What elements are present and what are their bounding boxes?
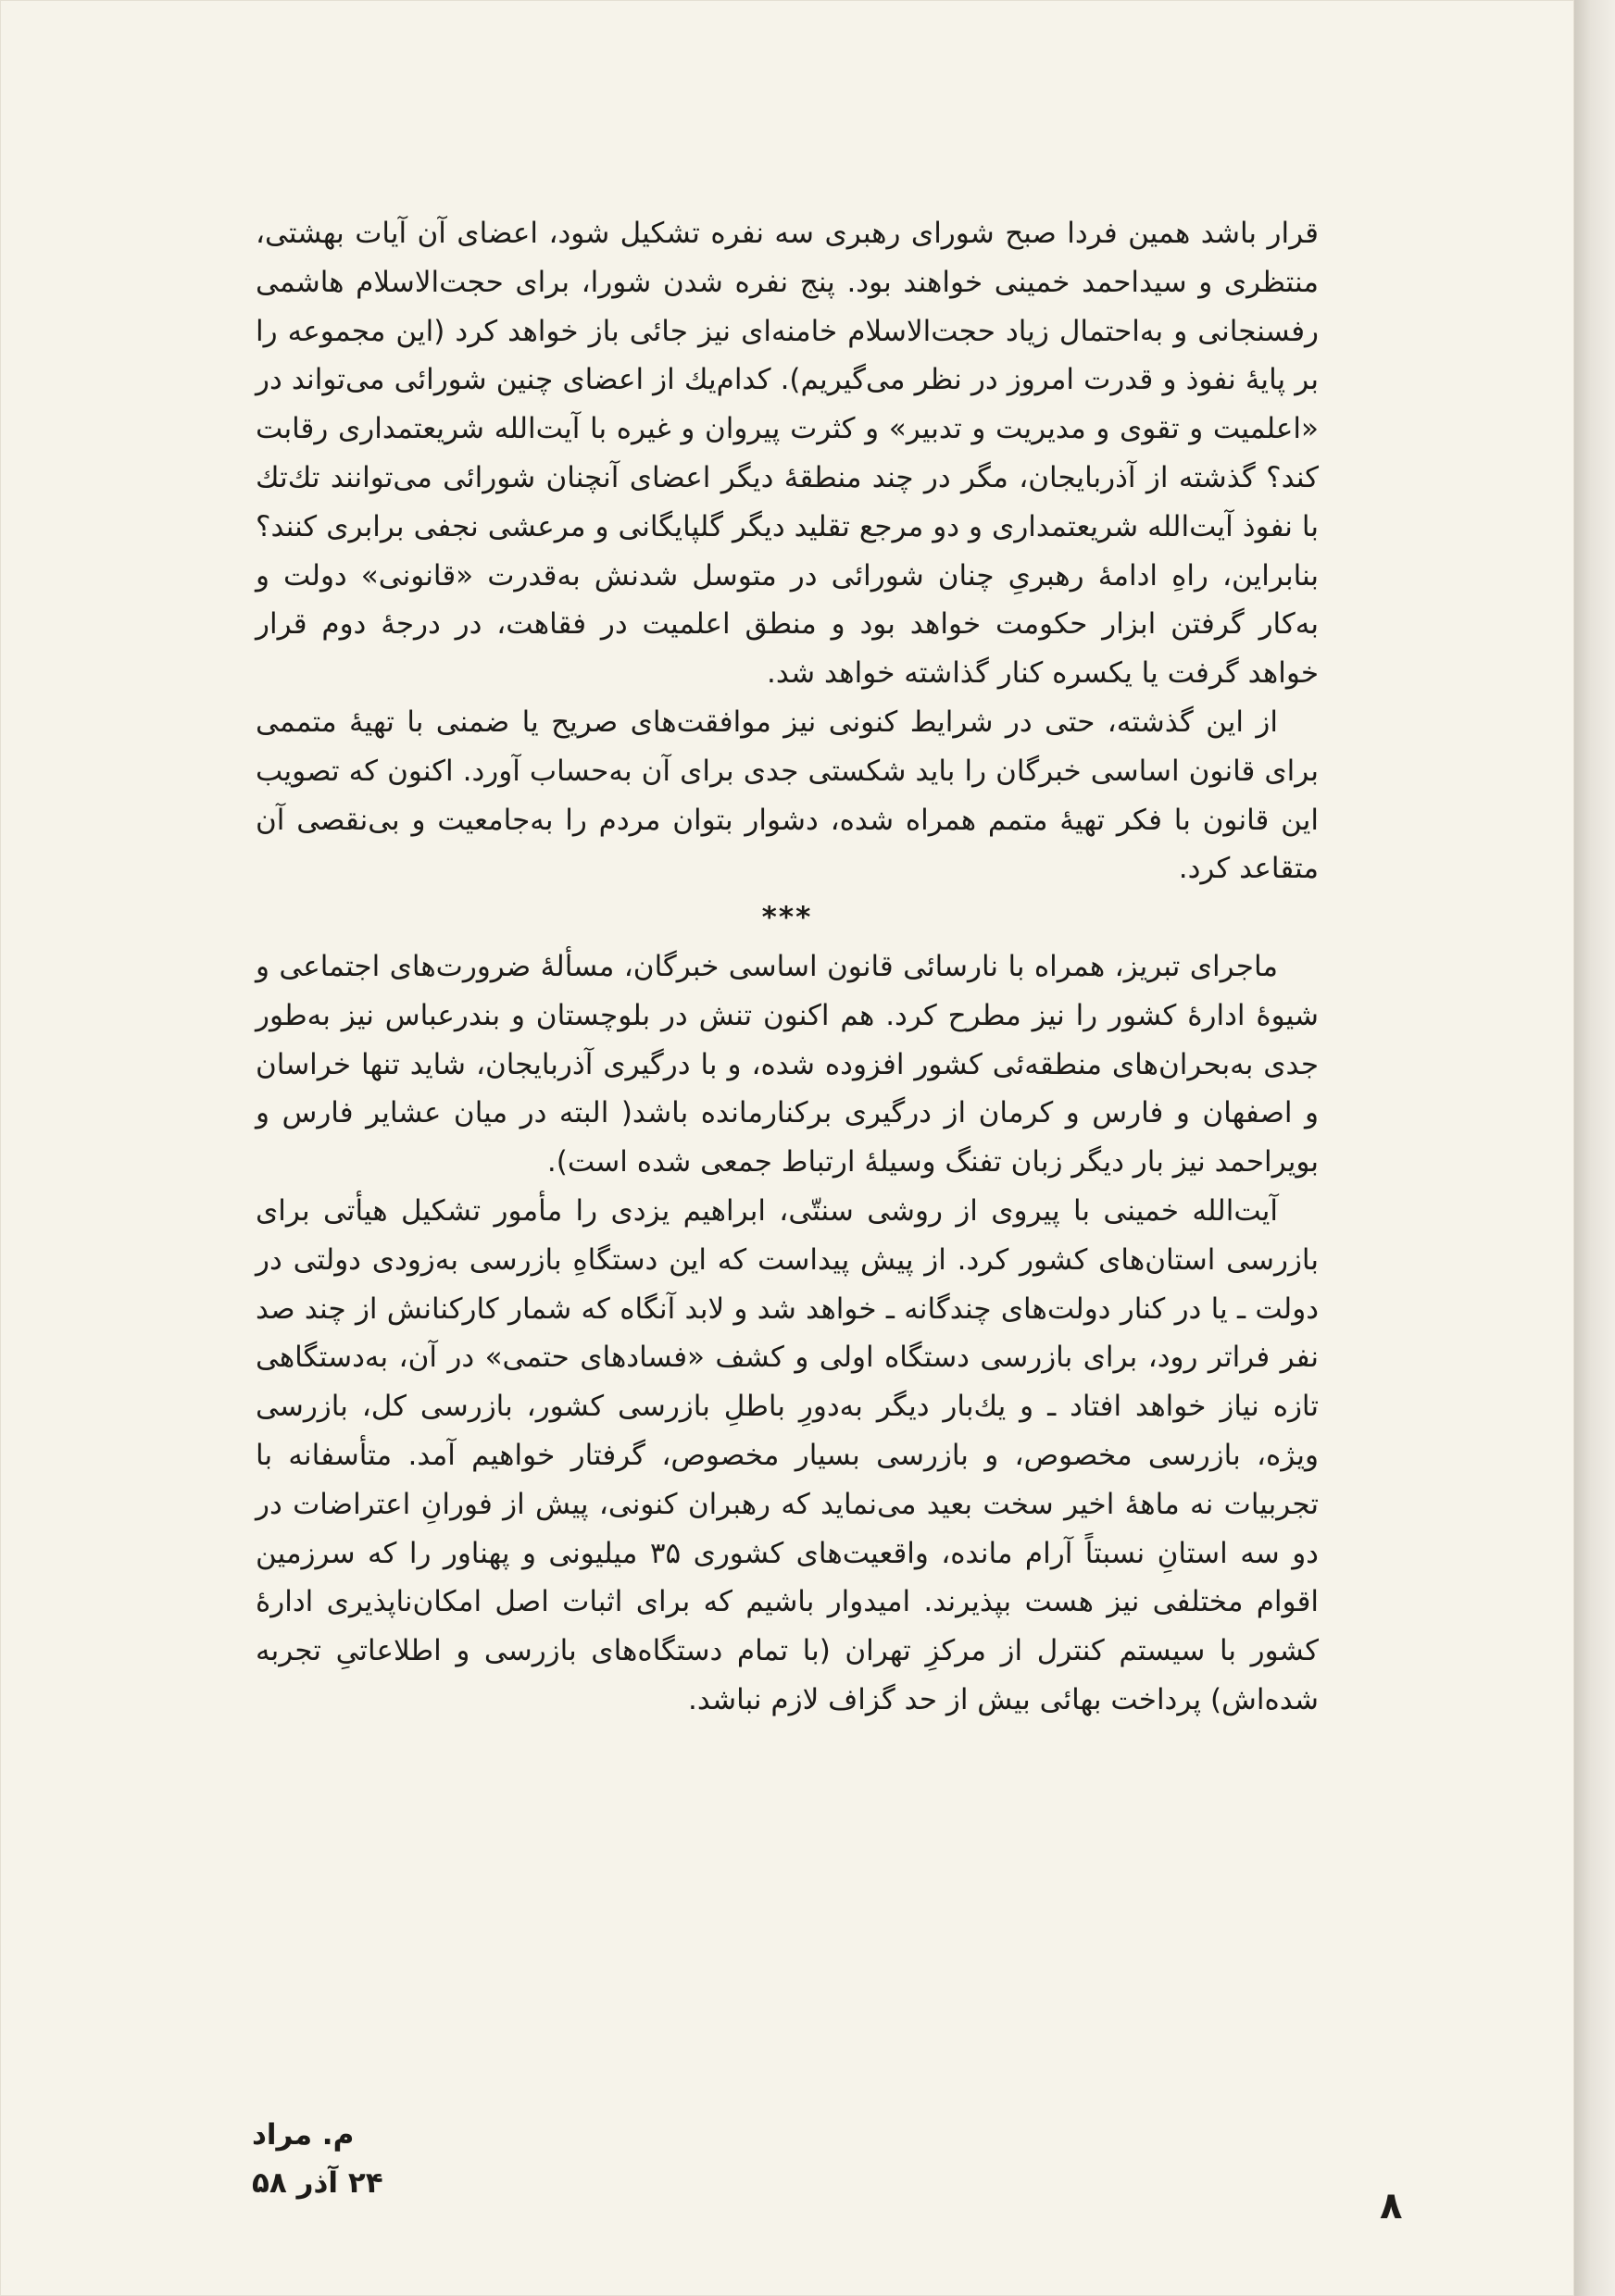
- signature-block: [252, 2111, 383, 2207]
- article-date: ۲۴ آذر ۵۸: [252, 2166, 383, 2200]
- author-name: م. مراد: [252, 2118, 355, 2152]
- page-edge: [1574, 0, 1615, 2296]
- paragraph-inspection-body: آیت‌الله خمینی با پیروی از روشی سنتّی، ابراهیم یزدی را مأمور تشکیل هیأتی برای بازرسی استان‌های کشور کرد. از پیش پیداست که این دستگاهِ بازرسی به‌زودی دولتی در دولت ـ یا در کنار دولت‌های چندگانه ـ خواهد شد و لابد آنگاه که شمار کارکنانش از چند صد نفر فراتر رود، برای بازرسی دستگاه اولی و کشف «فسادهای حتمی» در آن، به‌دستگاهی تازه نیاز خواهد افتاد ـ و یك‌بار دیگر به‌دورِ باطلِ بازرسی کشور، بازرسی کل، بازرسی ویژه، بازرسی مخصوص، و بازرسی بسیار مخصوص، گرفتار خواهیم آمد. متأسفانه با تجربیات نه ماههٔ اخیر سخت بعید می‌نماید که رهبران کنونی، پیش از فورانِ اعتراضات در دو سه استانِ نسبتاً آرام مانده، واقعیت‌های کشوری ۳۵ میلیونی و پهناور را که سرزمین اقوام مختلفی نیز هست بپذیرند. امیدوار باشیم که برای اثبات اصل امکان‌ناپذیری ادارهٔ کشور با سیستم کنترل از مرکزِ تهران (با تمام دستگاه‌های بازرسی و اطلاعاتیِ تجربه شده‌اش) پرداخت بهائی بیش از حد گزاف لازم نباشد.: [256, 1193, 1319, 1716]
- paragraph-tabriz-crisis: ماجرای تبریز، همراه با نارسائی قانون اساسی خبرگان، مسألهٔ ضرورت‌های اجتماعی و شیوهٔ ادارهٔ کشور را نیز مطرح کرد. هم اکنون تنش در بلوچستان و بندرعباس نیز به‌طور جدی به‌بحران‌های منطقه‌ئی کشور افزوده شده، و با درگیری آذربایجان، شاید تنها خراسان و اصفهان و فارس و کرمان از درگیری برکنارمانده باشد( البته در میان عشایر فارس و بویراحمد نیز بار دیگر زبان تفنگ وسیلهٔ ارتباط جمعی شده است).: [256, 949, 1319, 1179]
- paragraph-constitution-amendment: از این گذشته، حتی در شرایط کنونی نیز موافقت‌های صریح یا ضمنی با تهیهٔ متممی برای قانون اساسی خبرگان را باید شکستی جدی برای آن به‌حساب آورد. اکنون که تصویب این قانون با فکر تهیهٔ متمم همراه شده، دشوار بتوان مردم را به‌جامعیت و بی‌نقصی آن متقاعد کرد.: [256, 705, 1319, 886]
- article-body: [256, 209, 1319, 1725]
- paragraph-leadership-council: قرار باشد همین فردا صبح شورای رهبری سه نفره تشکیل شود، اعضای آن آیات بهشتی، منتظری و سیداحمد خمینی خواهند بود. پنج نفره شدن شورا، برای حجت‌الاسلام هاشمی رفسنجانی و به‌احتمال زیاد حجت‌الاسلام خامنه‌ای نیز جائی باز خواهد کرد (این مجموعه را بر پایهٔ نفوذ و قدرت امروز در نظر می‌گیریم). کدام‌یك از اعضای چنین شورائی می‌تواند در «اعلمیت و تقوی و مدیریت و تدبیر» و کثرت پیروان و غیره با آیت‌الله شریعتمداری رقابت کند؟ گذشته از آذربایجان، مگر در چند منطقهٔ دیگر اعضای آنچنان شورائی می‌توانند تك‌تك با نفوذ آیت‌الله شریعتمداری و دو مرجع تقلید دیگر گلپایگانی و مرعشی نجفی برابری کنند؟ بنابراین، راهِ ادامهٔ رهبریِ چنان شورائی در متوسل شدنش به‌قدرت «قانونی» دولت و به‌کار گرفتن ابزار حکومت خواهد بود و منطق اعلمیت در فقاهت، در درجهٔ دوم قرار خواهد گرفت یا یکسره کنار گذاشته خواهد شد.: [256, 217, 1319, 691]
- section-separator: ***: [761, 901, 813, 935]
- page-number: ۸: [1380, 2185, 1403, 2227]
